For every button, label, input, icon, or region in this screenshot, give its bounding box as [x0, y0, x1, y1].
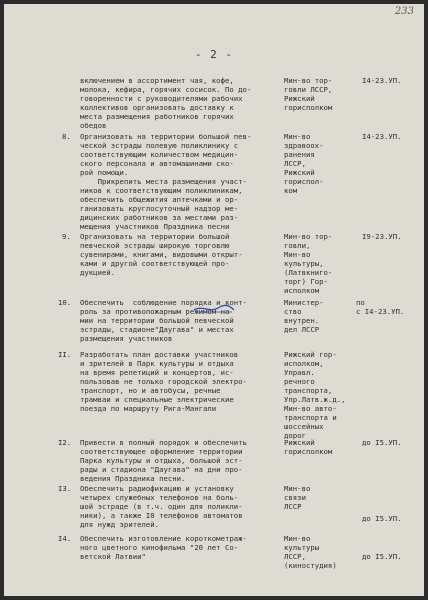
item-number: I3.: [58, 484, 72, 493]
item-text: Обеспечить соблюдение порядка и конт- роль за противопожарным режимом на мии на территории большой певческой эстрады, стадионе"Даугава" и местах размещения участников: [80, 298, 247, 343]
item-responsible: Рижский горисполком: [284, 438, 333, 456]
item-responsible: Мин-во культуры ЛССР, (киностудия): [284, 534, 337, 570]
item-responsible: Министер- ство внутрен. дел ЛССР: [284, 298, 324, 334]
item-text: Обеспечить изготовление короткометраж- ного цветного кинофильма "20 лет Со- ветской Латвии": [80, 534, 247, 561]
item-text: включением в ассортимент чая, кофе, молока, кефира, горячих сосисок. По до- говоренности с руководителями рабочих коллективов организовать доставку к места размещения работников горячих обедов: [80, 76, 252, 130]
item-date: I4-23.УП.: [362, 132, 402, 141]
item-date: I9-23.УП.: [362, 232, 402, 241]
item-text: Организовать на территории большой пев- ческой эстрады полевую поликлинику с соответствующим количеством медицин- ского персонала и автомашинами ско- рой помощи. Прикрепить места размещения участ- ников к соответствующим поликлиникам, обеспечить общежития аптечками и ор- ганизовать круглосуточный надзор ме- дицинских работников за местами раз- мещения участников Праздника песни: [80, 132, 252, 231]
item-text: Привести в полный порядок и обеспечить соответствующее оформление территории Парка культуры и отдыха, большой эст- рады и стадиона "Даугава" на дни про- ведения Праздника песни.: [80, 438, 247, 483]
item-date: до I5.УП.: [362, 514, 402, 523]
item-responsible: Мин-во здравоох- ранения ЛССР, Рижский гориспол- ком: [284, 132, 324, 195]
item-date: до I5.УП.: [362, 438, 402, 447]
item-number: I2.: [58, 438, 72, 447]
document-page: [4, 4, 424, 596]
item-number: 9.: [62, 232, 71, 241]
item-number: II.: [58, 350, 72, 359]
item-text: Организовать на территории большой певческой эстрады широкую торговлю сувенирами, книгами, видовыми открыт- ками и другой соответствующей про- дукцией.: [80, 232, 243, 277]
item-responsible: Мин-во тор- говли, Мин-во культуры, (Латвкниго- торг) Гор- исполком: [284, 232, 333, 295]
item-date: до I5.УП.: [362, 552, 402, 561]
item-number: I4.: [58, 534, 72, 543]
item-number: 10.: [58, 298, 72, 307]
item-responsible: Мин-во связи ЛССР: [284, 484, 311, 511]
item-number: 8.: [62, 132, 71, 141]
item-text: Разработать план доставки участников и зрителей в Парк культуры и отдыха на время репетиций и концертов, ис- пользовав не только городской электро- транспорт, но и автобусы, речные трамваи и специальные электрические поезда по маршруту Рига-Мангали: [80, 350, 247, 413]
archive-page-number: 233: [394, 6, 414, 17]
page-number: - 2 -: [194, 48, 234, 61]
item-date: I4-23.УП.: [362, 76, 402, 85]
ink-correction-mark: [192, 304, 236, 314]
item-date: по с I4-23.УП.: [356, 298, 405, 316]
item-responsible: Рижский гор- исполком, Управл. речного транспорта, Упр.Латв.ж.д., Мин-во авто- транспорта и шоссейных дорог: [284, 350, 346, 440]
item-text: Обеспечить радиофикацию и установку четырех служебных телефонов на боль- шой эстраде (в т.ч. один для поликли- ники), а также I0 телефонов автоматов для нужд зрителей.: [80, 484, 243, 529]
item-responsible: Мин-во тор- говли ЛССР, Рижский горисполком: [284, 76, 333, 112]
